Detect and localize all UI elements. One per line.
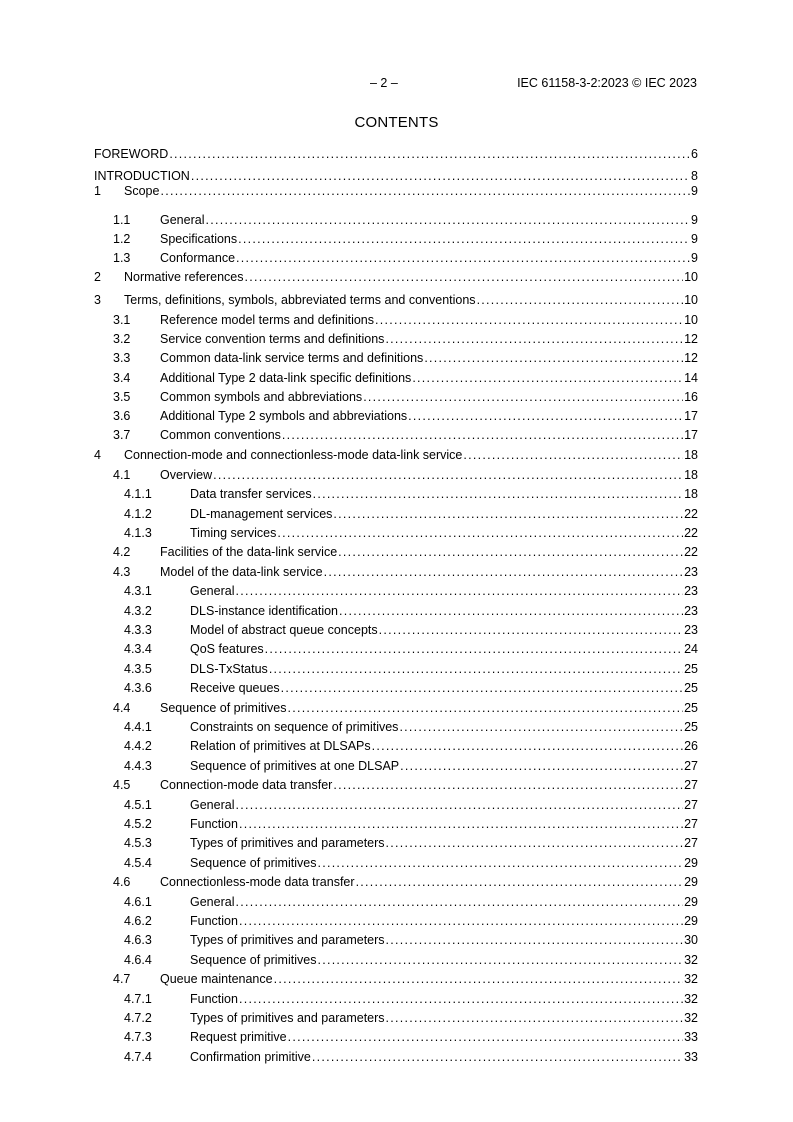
toc-entry-title: Types of primitives and parameters bbox=[190, 836, 385, 850]
toc-entry-title: Sequence of primitives at one DLSAP bbox=[190, 759, 400, 773]
toc-entry-title: Terms, definitions, symbols, abbreviated terms and conventions bbox=[124, 293, 476, 307]
toc-entry[interactable] bbox=[94, 168, 698, 184]
dot-leader bbox=[274, 971, 684, 987]
toc-entry-page: 17 bbox=[684, 409, 698, 423]
dot-leader bbox=[313, 486, 684, 502]
toc-entry-page: 33 bbox=[684, 1050, 698, 1064]
toc-entry[interactable] bbox=[94, 758, 698, 774]
toc-entry[interactable] bbox=[94, 269, 698, 285]
toc-entry-page: 18 bbox=[684, 468, 698, 482]
toc-entry-title: Sequence of primitives bbox=[190, 856, 317, 870]
toc-entry-number: 3.6 bbox=[113, 409, 131, 423]
dot-leader bbox=[205, 212, 690, 228]
dot-leader bbox=[238, 231, 690, 247]
toc-entry-page: 18 bbox=[684, 448, 698, 462]
dot-leader bbox=[400, 758, 683, 774]
toc-entry-number: 4.3.6 bbox=[124, 681, 152, 695]
toc-entry[interactable] bbox=[94, 816, 698, 832]
toc-entry-page: 23 bbox=[684, 623, 698, 637]
toc-entry-title: Function bbox=[190, 914, 238, 928]
toc-entry-page: 25 bbox=[684, 681, 698, 695]
toc-entry-number: 4.3 bbox=[113, 565, 131, 579]
toc-entry-title: Facilities of the data-link service bbox=[160, 545, 338, 559]
toc-entry[interactable] bbox=[94, 641, 698, 657]
toc-entry-page: 10 bbox=[684, 293, 698, 307]
dot-leader bbox=[372, 738, 683, 754]
toc-entry-page: 32 bbox=[684, 972, 698, 986]
toc-entry-title: Additional Type 2 data-link specific definitions bbox=[160, 371, 412, 385]
toc-entry-number: 4.7.4 bbox=[124, 1050, 152, 1064]
toc-entry-title: General bbox=[190, 895, 235, 909]
toc-entry-title: Connection-mode data transfer bbox=[160, 778, 333, 792]
toc-entry-title: QoS features bbox=[190, 642, 264, 656]
toc-entry-number: 4.5.2 bbox=[124, 817, 152, 831]
dot-leader bbox=[333, 506, 683, 522]
toc-entry[interactable] bbox=[94, 447, 698, 463]
toc-entry[interactable] bbox=[94, 467, 698, 483]
toc-entry-page: 26 bbox=[684, 739, 698, 753]
toc-entry-page: 8 bbox=[691, 169, 698, 183]
dot-leader bbox=[424, 350, 683, 366]
toc-entry[interactable] bbox=[94, 971, 698, 987]
toc-entry[interactable] bbox=[94, 1010, 698, 1026]
toc-entry-title: Timing services bbox=[190, 526, 277, 540]
dot-leader bbox=[213, 467, 683, 483]
toc-entry-number: 4.6.3 bbox=[124, 933, 152, 947]
toc-entry-page: 12 bbox=[684, 351, 698, 365]
toc-entry[interactable] bbox=[94, 777, 698, 793]
toc-entry-number: 4.4.2 bbox=[124, 739, 152, 753]
toc-entry-title: Specifications bbox=[160, 232, 238, 246]
toc-entry-page: 32 bbox=[684, 992, 698, 1006]
toc-entry-page: 27 bbox=[684, 778, 698, 792]
toc-entry-title: Function bbox=[190, 817, 238, 831]
toc-entry-title: Types of primitives and parameters bbox=[190, 1011, 385, 1025]
toc-entry[interactable] bbox=[94, 231, 698, 247]
toc-entry-number: 4.3.5 bbox=[124, 662, 152, 676]
dot-leader bbox=[235, 583, 683, 599]
toc-entry-number: 4.7.3 bbox=[124, 1030, 152, 1044]
dot-leader bbox=[385, 331, 683, 347]
toc-entry[interactable] bbox=[94, 183, 698, 199]
toc-entry-number: 4.7 bbox=[113, 972, 131, 986]
toc-entry[interactable] bbox=[94, 212, 698, 228]
toc-entry[interactable] bbox=[94, 797, 698, 813]
dot-leader bbox=[333, 777, 683, 793]
toc-entry-number: 4.4.3 bbox=[124, 759, 152, 773]
dot-leader bbox=[386, 932, 684, 948]
toc-entry-page: 25 bbox=[684, 701, 698, 715]
toc-entry-number: 4.6.2 bbox=[124, 914, 152, 928]
toc-entry-number: 4.7.2 bbox=[124, 1011, 152, 1025]
dot-leader bbox=[239, 816, 683, 832]
toc-entry[interactable] bbox=[94, 525, 698, 541]
toc-entry-title: Reference model terms and definitions bbox=[160, 313, 375, 327]
dot-leader bbox=[281, 680, 683, 696]
toc-entry-number: 1.1 bbox=[113, 213, 131, 227]
toc-entry-number: 4.6 bbox=[113, 875, 131, 889]
toc-entry-title: Service convention terms and definitions bbox=[160, 332, 385, 346]
toc-entry[interactable] bbox=[94, 738, 698, 754]
toc-entry-number: 4.3.2 bbox=[124, 604, 152, 618]
toc-entry-page: 22 bbox=[684, 507, 698, 521]
toc-entry[interactable] bbox=[94, 331, 698, 347]
toc-entry-number: 4.4 bbox=[113, 701, 131, 715]
dot-leader bbox=[287, 700, 683, 716]
toc-entry-title: Constraints on sequence of primitives bbox=[190, 720, 399, 734]
dot-leader bbox=[317, 952, 683, 968]
toc-entry-page: 27 bbox=[684, 759, 698, 773]
toc-entry-number: 3 bbox=[94, 293, 101, 307]
dot-leader bbox=[339, 603, 683, 619]
toc-entry-title: DLS-TxStatus bbox=[190, 662, 268, 676]
page-header bbox=[0, 76, 793, 92]
toc-entry-number: 4.5.4 bbox=[124, 856, 152, 870]
toc-entry-number: 4.6.1 bbox=[124, 895, 152, 909]
toc-entry-title: DL-management services bbox=[190, 507, 333, 521]
toc-entry-title: Types of primitives and parameters bbox=[190, 933, 385, 947]
dot-leader bbox=[477, 292, 684, 308]
toc-entry-title: General bbox=[160, 213, 205, 227]
dot-leader bbox=[265, 641, 683, 657]
toc-entry-page: 17 bbox=[684, 428, 698, 442]
toc-entry[interactable] bbox=[94, 913, 698, 929]
toc-entry-number: 4.6.4 bbox=[124, 953, 152, 967]
toc-entry[interactable] bbox=[94, 622, 698, 638]
toc-entry-page: 25 bbox=[684, 720, 698, 734]
toc-entry-page: 29 bbox=[684, 895, 698, 909]
toc-entry-number: 2 bbox=[94, 270, 101, 284]
toc-entry-page: 27 bbox=[684, 798, 698, 812]
toc-entry[interactable] bbox=[94, 661, 698, 677]
toc-entry-number: 4.5 bbox=[113, 778, 131, 792]
toc-entry-page: 27 bbox=[684, 836, 698, 850]
toc-entry-number: 1.2 bbox=[113, 232, 131, 246]
toc-entry-title: Additional Type 2 symbols and abbreviations bbox=[160, 409, 408, 423]
toc-entry-page: 22 bbox=[684, 545, 698, 559]
dot-leader bbox=[312, 1049, 683, 1065]
dot-leader bbox=[236, 250, 690, 266]
toc-entry[interactable] bbox=[94, 1029, 698, 1045]
toc-entry-page: 32 bbox=[684, 953, 698, 967]
toc-entry-number: 3.2 bbox=[113, 332, 131, 346]
toc-entry-page: 24 bbox=[684, 642, 698, 656]
toc-entry-page: 10 bbox=[684, 313, 698, 327]
toc-entry[interactable] bbox=[94, 874, 698, 890]
dot-leader bbox=[317, 855, 683, 871]
toc-entry[interactable] bbox=[94, 408, 698, 424]
toc-entry[interactable] bbox=[94, 292, 698, 308]
toc-entry-page: 25 bbox=[684, 662, 698, 676]
toc-entry-page: 16 bbox=[684, 390, 698, 404]
toc-entry[interactable] bbox=[94, 427, 698, 443]
contents-title: CONTENTS bbox=[354, 114, 439, 131]
toc-entry[interactable] bbox=[94, 719, 698, 735]
page-number: – 2 – bbox=[370, 76, 398, 90]
toc-entry[interactable] bbox=[94, 894, 698, 910]
toc-entry-page: 23 bbox=[684, 565, 698, 579]
toc-entry-page: 32 bbox=[684, 1011, 698, 1025]
toc-entry[interactable] bbox=[94, 389, 698, 405]
toc-entry-title: Connectionless-mode data transfer bbox=[160, 875, 355, 889]
toc-entry-title: Function bbox=[190, 992, 238, 1006]
toc-entry[interactable] bbox=[94, 250, 698, 266]
toc-entry-number: 4.3.1 bbox=[124, 584, 152, 598]
toc-entry-title: Queue maintenance bbox=[160, 972, 273, 986]
dot-leader bbox=[288, 1029, 684, 1045]
toc-entry[interactable] bbox=[94, 1049, 698, 1065]
toc-entry-number: 4.1.1 bbox=[124, 487, 152, 501]
toc-entry-page: 9 bbox=[691, 213, 698, 227]
dot-leader bbox=[386, 835, 684, 851]
toc-entry[interactable] bbox=[94, 835, 698, 851]
dot-leader bbox=[379, 622, 683, 638]
toc-entry-title: Overview bbox=[160, 468, 213, 482]
toc-entry-number: 4.1 bbox=[113, 468, 131, 482]
toc-entry[interactable] bbox=[94, 564, 698, 580]
toc-entry-title: Model of abstract queue concepts bbox=[190, 623, 378, 637]
dot-leader bbox=[399, 719, 683, 735]
toc-entry-number: 4.1.2 bbox=[124, 507, 152, 521]
toc-entry-number: 3.5 bbox=[113, 390, 131, 404]
toc-entry-number: 3.7 bbox=[113, 428, 131, 442]
toc-entry-page: 29 bbox=[684, 875, 698, 889]
toc-entry-title: Receive queues bbox=[190, 681, 280, 695]
toc-entry-page: 23 bbox=[684, 604, 698, 618]
toc-entry[interactable] bbox=[94, 932, 698, 948]
toc-entry[interactable] bbox=[94, 583, 698, 599]
dot-leader bbox=[386, 1010, 684, 1026]
toc-entry-number: 4.1.3 bbox=[124, 526, 152, 540]
toc-entry-page: 33 bbox=[684, 1030, 698, 1044]
toc-entry-number: 4.3.4 bbox=[124, 642, 152, 656]
toc-entry-number: 3.3 bbox=[113, 351, 131, 365]
toc-entry[interactable] bbox=[94, 486, 698, 502]
toc-entry-title: Model of the data-link service bbox=[160, 565, 323, 579]
toc-entry[interactable] bbox=[94, 603, 698, 619]
toc-entry-title: Request primitive bbox=[190, 1030, 287, 1044]
document-reference: IEC 61158-3-2:2023 © IEC 2023 bbox=[517, 76, 697, 90]
dot-leader bbox=[239, 913, 683, 929]
toc-entry-title: Normative references bbox=[124, 270, 244, 284]
dot-leader bbox=[245, 269, 684, 285]
toc-entry-title: Sequence of primitives bbox=[160, 701, 287, 715]
dot-leader bbox=[239, 991, 683, 1007]
toc-entry-title: Common data-link service terms and definitions bbox=[160, 351, 424, 365]
toc-entry-number: 4.3.3 bbox=[124, 623, 152, 637]
dot-leader bbox=[356, 874, 684, 890]
dot-leader bbox=[169, 146, 690, 162]
toc-entry-page: 9 bbox=[691, 184, 698, 198]
toc-entry-title: DLS-instance identification bbox=[190, 604, 338, 618]
toc-entry-page: 14 bbox=[684, 371, 698, 385]
toc-entry[interactable] bbox=[94, 370, 698, 386]
toc-entry-title: Sequence of primitives bbox=[190, 953, 317, 967]
toc-entry-page: 29 bbox=[684, 856, 698, 870]
toc-entry-title: Confirmation primitive bbox=[190, 1050, 311, 1064]
dot-leader bbox=[282, 427, 683, 443]
dot-leader bbox=[338, 544, 683, 560]
dot-leader bbox=[363, 389, 683, 405]
toc-entry-page: 9 bbox=[691, 232, 698, 246]
toc-entry-title: Relation of primitives at DLSAPs bbox=[190, 739, 371, 753]
toc-entry-number: 4.2 bbox=[113, 545, 131, 559]
toc-entry-page: 6 bbox=[691, 147, 698, 161]
toc-entry-title: INTRODUCTION bbox=[94, 169, 190, 183]
dot-leader bbox=[269, 661, 683, 677]
toc-entry[interactable] bbox=[94, 544, 698, 560]
dot-leader bbox=[408, 408, 683, 424]
toc-entry[interactable] bbox=[94, 991, 698, 1007]
toc-entry-number: 3.1 bbox=[113, 313, 131, 327]
dot-leader bbox=[277, 525, 683, 541]
toc-entry-page: 22 bbox=[684, 526, 698, 540]
toc-entry[interactable] bbox=[94, 146, 698, 162]
toc-entry-number: 4.5.3 bbox=[124, 836, 152, 850]
dot-leader bbox=[191, 168, 690, 184]
toc-entry-title: Conformance bbox=[160, 251, 236, 265]
dot-leader bbox=[463, 447, 683, 463]
toc-entry-page: 18 bbox=[684, 487, 698, 501]
toc-entry-title: Data transfer services bbox=[190, 487, 312, 501]
toc-entry-number: 4.4.1 bbox=[124, 720, 152, 734]
toc-entry[interactable] bbox=[94, 952, 698, 968]
dot-leader bbox=[375, 312, 683, 328]
toc-entry-number: 4.5.1 bbox=[124, 798, 152, 812]
toc-entry-title: General bbox=[190, 798, 235, 812]
toc-entry-title: General bbox=[190, 584, 235, 598]
toc-entry[interactable] bbox=[94, 680, 698, 696]
toc-entry-page: 12 bbox=[684, 332, 698, 346]
toc-entry[interactable] bbox=[94, 700, 698, 716]
toc-entry[interactable] bbox=[94, 312, 698, 328]
toc-entry-number: 1.3 bbox=[113, 251, 131, 265]
toc-entry-page: 10 bbox=[684, 270, 698, 284]
toc-entry-number: 1 bbox=[94, 184, 101, 198]
toc-entry-title: Connection-mode and connectionless-mode data-link service bbox=[124, 448, 463, 462]
dot-leader bbox=[324, 564, 684, 580]
toc-entry[interactable] bbox=[94, 855, 698, 871]
dot-leader bbox=[235, 797, 683, 813]
dot-leader bbox=[160, 183, 690, 199]
toc-entry-title: Common symbols and abbreviations bbox=[160, 390, 363, 404]
toc-entry-page: 23 bbox=[684, 584, 698, 598]
toc-entry-page: 29 bbox=[684, 914, 698, 928]
toc-entry-page: 30 bbox=[684, 933, 698, 947]
toc-entry[interactable] bbox=[94, 506, 698, 522]
dot-leader bbox=[412, 370, 683, 386]
toc-entry-title: FOREWORD bbox=[94, 147, 169, 161]
toc-entry-number: 3.4 bbox=[113, 371, 131, 385]
toc-entry-page: 27 bbox=[684, 817, 698, 831]
toc-entry-page: 9 bbox=[691, 251, 698, 265]
toc-entry-title: Common conventions bbox=[160, 428, 281, 442]
toc-entry-title: Scope bbox=[124, 184, 160, 198]
dot-leader bbox=[235, 894, 683, 910]
toc-entry[interactable] bbox=[94, 350, 698, 366]
toc-entry-number: 4.7.1 bbox=[124, 992, 152, 1006]
toc-entry-number: 4 bbox=[94, 448, 101, 462]
